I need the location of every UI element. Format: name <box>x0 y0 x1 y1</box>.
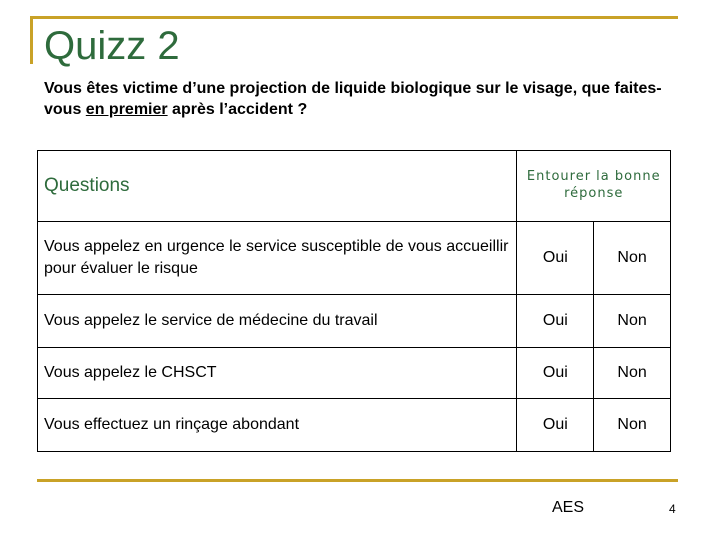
header-questions: Questions <box>38 151 517 222</box>
answer-no[interactable]: Non <box>594 295 671 348</box>
answer-yes[interactable]: Oui <box>517 399 594 452</box>
table-row <box>38 222 671 295</box>
header-answer-instruction: Entourer la bonne réponse <box>517 151 671 222</box>
row-question: Vous effectuez un rinçage abondant <box>38 399 517 452</box>
answer-no[interactable]: Non <box>594 399 671 452</box>
answer-table <box>37 150 671 452</box>
answer-no[interactable]: Non <box>594 222 671 295</box>
table-row <box>38 348 671 399</box>
slide-title: Quizz 2 <box>44 24 180 68</box>
answer-no[interactable]: Non <box>594 348 671 399</box>
top-border-line <box>30 16 678 19</box>
row-question: Vous appelez le CHSCT <box>38 348 517 399</box>
table-header-row <box>38 151 671 222</box>
bottom-border-line <box>37 479 678 482</box>
question-text-before: Vous êtes victime d’une projection de liquide biologique sur le visage, que faites-vous <box>44 80 662 118</box>
question-emphasis: en premier <box>85 100 168 118</box>
quiz-question <box>44 79 694 121</box>
table-row <box>38 399 671 452</box>
row-question: Vous appelez le service de médecine du travail <box>38 295 517 348</box>
page-number: 4 <box>669 502 676 516</box>
question-text-after: après l’accident ? <box>167 100 308 118</box>
answer-yes[interactable]: Oui <box>517 348 594 399</box>
footer-label: AES <box>552 499 585 516</box>
row-question: Vous appelez en urgence le service susceptible de vous accueillir pour évaluer le risque <box>38 222 517 295</box>
answer-yes[interactable]: Oui <box>517 222 594 295</box>
left-border-line <box>30 16 33 64</box>
answer-yes[interactable]: Oui <box>517 295 594 348</box>
table-row <box>38 295 671 348</box>
